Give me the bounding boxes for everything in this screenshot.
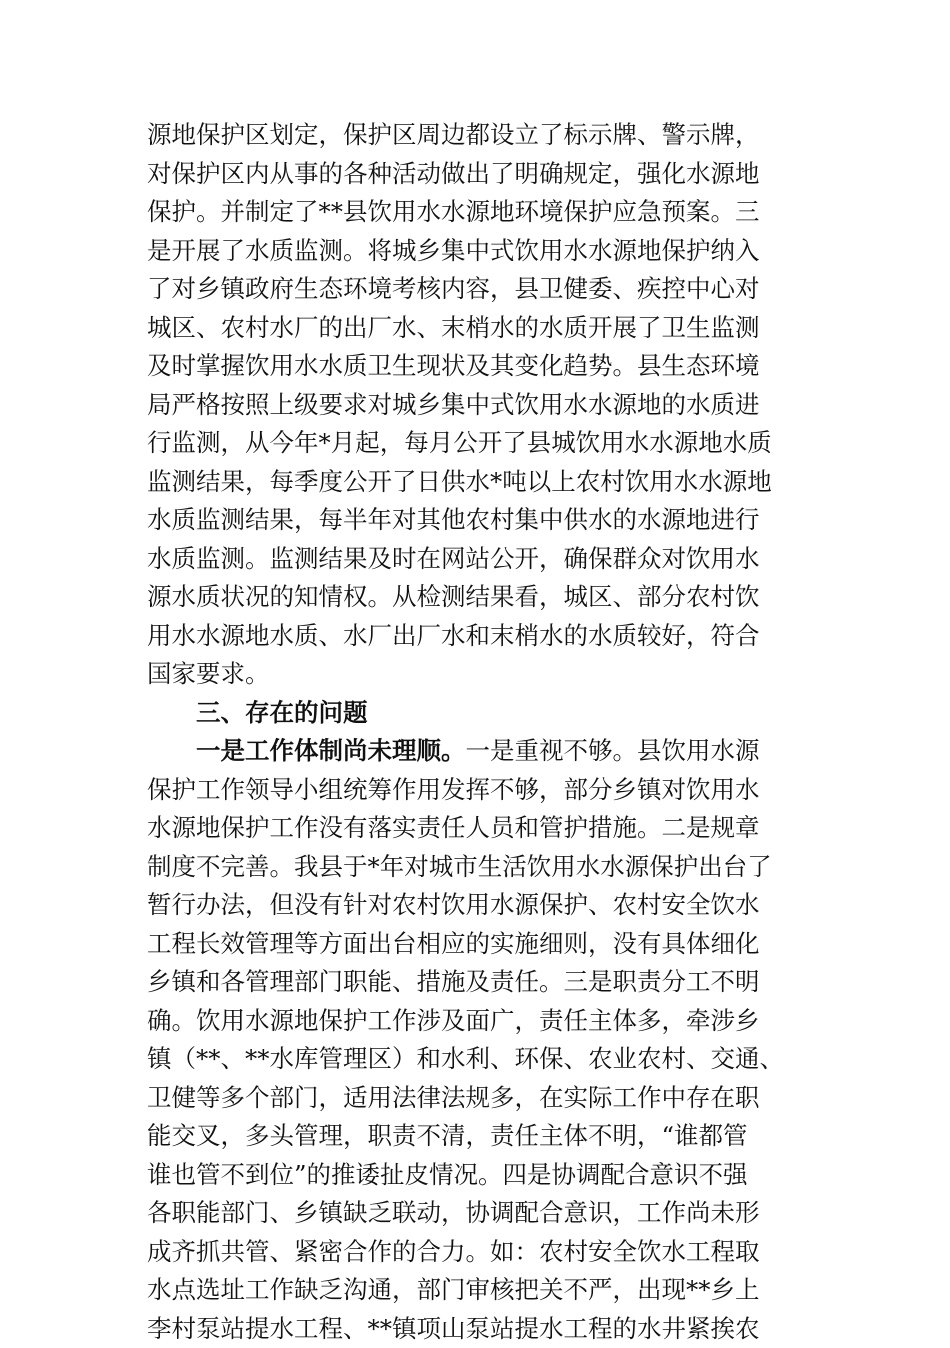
body-line: 对保护区内从事的各种活动做出了明确规定，强化水源地 bbox=[147, 155, 807, 194]
section-line: 谁也管不到位”的推诿扯皮情况。四是协调配合意识不强 bbox=[147, 1156, 807, 1195]
body-line: 源地保护区划定，保护区周边都设立了标示牌、警示牌， bbox=[147, 116, 807, 155]
document-body bbox=[147, 116, 807, 1348]
section-first-rest: 一是重视不够。县饮用水源 bbox=[466, 736, 760, 765]
body-line: 源水质状况的知情权。从检测结果看，城区、部分农村饮 bbox=[147, 578, 807, 617]
section-first-line bbox=[147, 732, 807, 771]
body-line: 及时掌握饮用水水质卫生现状及其变化趋势。县生态环境 bbox=[147, 347, 807, 386]
section-line: 保护工作领导小组统筹作用发挥不够，部分乡镇对饮用水 bbox=[147, 771, 807, 810]
section-line: 水点选址工作缺乏沟通，部门审核把关不严，出现**乡上 bbox=[147, 1271, 807, 1310]
body-line: 国家要求。 bbox=[147, 655, 807, 694]
section-line: 水源地保护工作没有落实责任人员和管护措施。二是规章 bbox=[147, 809, 807, 848]
section-line: 工程长效管理等方面出台相应的实施细则，没有具体细化 bbox=[147, 925, 807, 964]
section-line: 暂行办法，但没有针对农村饮用水源保护、农村安全饮水 bbox=[147, 886, 807, 925]
section-line: 李村泵站提水工程、**镇项山泵站提水工程的水井紧挨农 bbox=[147, 1310, 807, 1348]
body-line: 了对乡镇政府生态环境考核内容，县卫健委、疾控中心对 bbox=[147, 270, 807, 309]
section-line: 卫健等多个部门，适用法律法规多，在实际工作中存在职 bbox=[147, 1079, 807, 1118]
body-line: 是开展了水质监测。将城乡集中式饮用水水源地保护纳入 bbox=[147, 232, 807, 271]
body-line: 城区、农村水厂的出厂水、末梢水的水质开展了卫生监测 bbox=[147, 309, 807, 348]
section-line: 镇（**、**水库管理区）和水利、环保、农业农村、交通、 bbox=[147, 1040, 807, 1079]
body-line: 监测结果，每季度公开了日供水*吨以上农村饮用水水源地 bbox=[147, 463, 807, 502]
body-line: 水质监测结果，每半年对其他农村集中供水的水源地进行 bbox=[147, 501, 807, 540]
section-line: 确。饮用水源地保护工作涉及面广，责任主体多，牵涉乡 bbox=[147, 1002, 807, 1041]
section-line: 各职能部门、乡镇缺乏联动，协调配合意识，工作尚未形 bbox=[147, 1194, 807, 1233]
body-line: 用水水源地水质、水厂出厂水和末梢水的水质较好，符合 bbox=[147, 617, 807, 656]
section-line: 制度不完善。我县于*年对城市生活饮用水水源保护出台了 bbox=[147, 848, 807, 887]
body-line: 局严格按照上级要求对城乡集中式饮用水水源地的水质进 bbox=[147, 386, 807, 425]
section-line: 能交叉，多头管理，职责不清，责任主体不明，“谁都管 bbox=[147, 1117, 807, 1156]
body-line: 水质监测。监测结果及时在网站公开，确保群众对饮用水 bbox=[147, 540, 807, 579]
body-line: 保护。并制定了**县饮用水水源地环境保护应急预案。三 bbox=[147, 193, 807, 232]
section-lead: 一是工作体制尚未理顺。 bbox=[196, 736, 466, 765]
section-line: 乡镇和各管理部门职能、措施及责任。三是职责分工不明 bbox=[147, 963, 807, 1002]
section-line: 成齐抓共管、紧密合作的合力。如：农村安全饮水工程取 bbox=[147, 1233, 807, 1272]
section-heading-line bbox=[147, 694, 807, 733]
body-line: 行监测，从今年*月起，每月公开了县城饮用水水源地水质 bbox=[147, 424, 807, 463]
section-heading: 三、存在的问题 bbox=[196, 698, 368, 727]
